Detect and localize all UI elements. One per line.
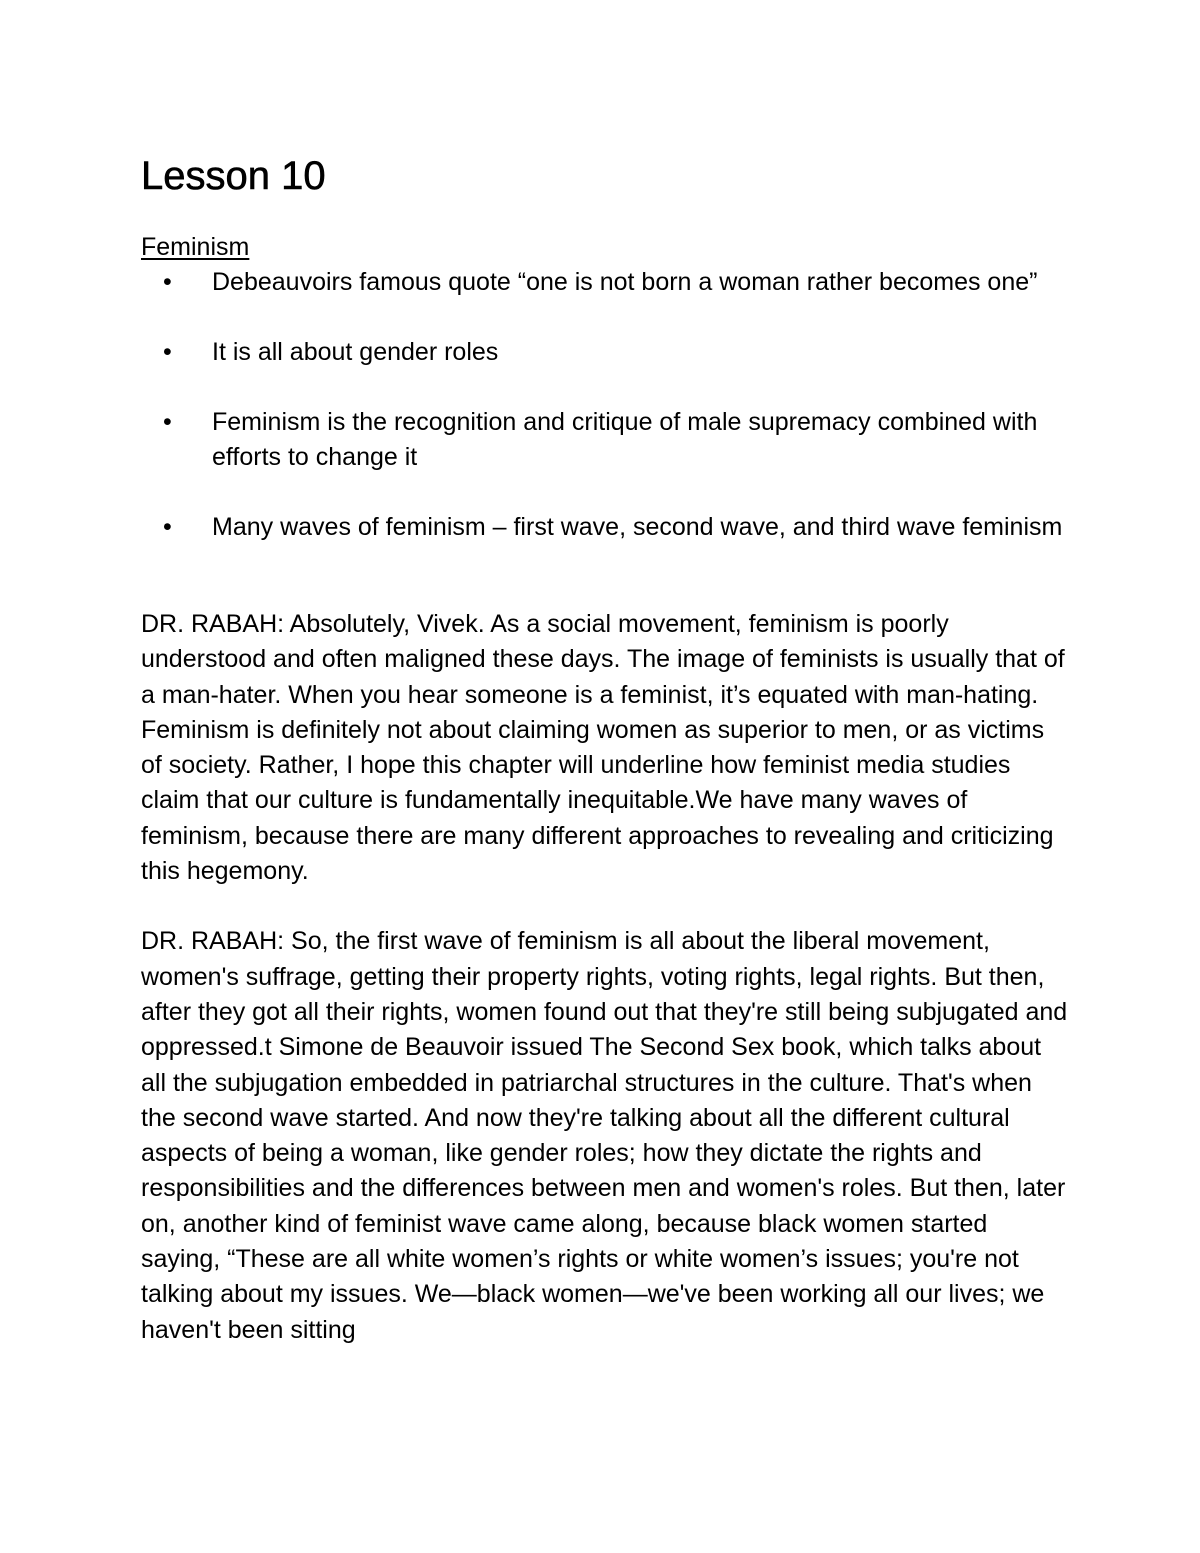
page-title: Lesson 10: [141, 154, 326, 198]
list-item-text: It is all about gender roles: [212, 338, 499, 366]
bullet-icon: •: [163, 338, 172, 366]
document-page: [141, 150, 1071, 1348]
list-item: [141, 335, 1071, 370]
list-item: [141, 405, 1071, 475]
body-paragraph: DR. RABAH: So, the first wave of feminism is all about the liberal movement, women's suffrage, getting their property rights, voting rights, legal rights. But then, after they got all their rights, women found out that they're still being subjugated and oppressed.t Simone de Beauvoir issued The Second Sex book, which talks about all the subjugation embedded in patriarchal structures in the culture. That's when the second wave started. And now they're talking about all the different cultural aspects of being a woman, like gender roles; how they dictate the rights and responsibilities and the differences between men and women's roles. But then, later on, another kind of feminist wave came along, because black women started saying, “These are all white women’s rights or white women’s issues; you're not talking about my issues. We—black women—we've been working all our lives; we haven't been sitting: [141, 927, 1068, 1344]
list-item-text: Many waves of feminism – first wave, second wave, and third wave feminism: [212, 513, 1063, 541]
section-heading: Feminism: [141, 233, 250, 261]
bullet-icon: •: [163, 513, 172, 541]
body-paragraph: DR. RABAH: Absolutely, Vivek. As a social movement, feminism is poorly understood and often maligned these days. The image of feminists is usually that of a man-hater. When you hear someone is a feminist, it’s equated with man-hating. Feminism is definitely not about claiming women as superior to men, or as victims of society. Rather, I hope this chapter will underline how feminist media studies claim that our culture is fundamentally inequitable.We have many waves of feminism, because there are many different approaches to revealing and criticizing this hegemony.: [141, 610, 1065, 886]
bullet-icon: •: [163, 268, 172, 296]
list-item-text: Debeauvoirs famous quote “one is not born a woman rather becomes one”: [212, 268, 1038, 296]
bullet-list: [141, 265, 1071, 545]
list-item: [141, 265, 1071, 300]
list-item: [141, 510, 1071, 545]
bullet-icon: •: [163, 408, 172, 436]
list-item-text: Feminism is the recognition and critique of male supremacy combined with efforts to change it: [212, 408, 1038, 471]
